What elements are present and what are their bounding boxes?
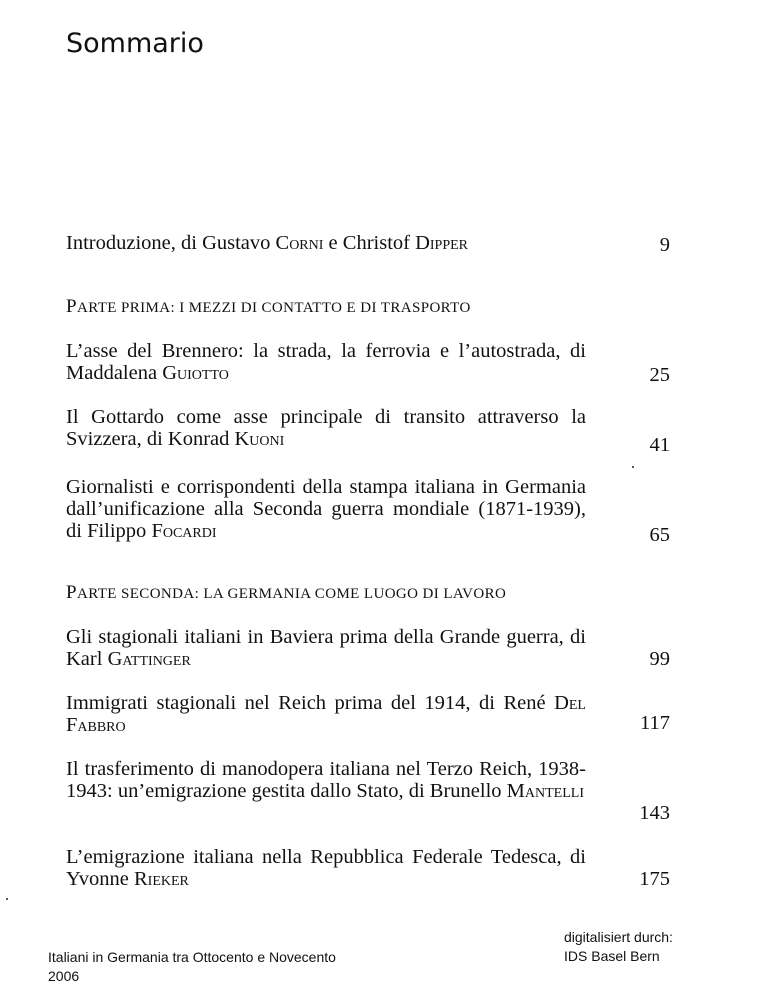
toc-entry[interactable]: Gli stagionali italiani in Baviera prima della Grande guerra, di Karl Gattinger — [66, 626, 586, 670]
page-number: 65 — [649, 524, 670, 546]
entry-text: Introduzione, di Gustavo — [66, 232, 276, 254]
page-number: 99 — [649, 648, 670, 670]
entry-author: Rieker — [133, 868, 189, 890]
entry-author: Dipper — [415, 232, 469, 254]
page-number: 143 — [639, 802, 670, 824]
page-number: 117 — [640, 712, 670, 734]
scan-speck — [6, 898, 8, 900]
entry-author: Mantelli — [506, 780, 584, 802]
page-number: 25 — [649, 364, 670, 386]
page-number: 175 — [639, 868, 670, 890]
section-heading-part-one: PARTE PRIMA: I MEZZI DI CONTATTO E DI TRASPORTO — [66, 296, 471, 317]
footer-digitized-by: digitalisiert durch: — [564, 929, 673, 945]
toc-entry-introduction[interactable] — [66, 232, 606, 254]
scan-speck — [632, 466, 634, 468]
toc-entry[interactable]: Il Gottardo come asse principale di transito attraverso la Svizzera, di Konrad Kuoni — [66, 406, 586, 450]
page-number: 41 — [649, 434, 670, 456]
section-heading-part-two: PARTE SECONDA: LA GERMANIA COME LUOGO DI LAVORO — [66, 582, 507, 603]
toc-entry[interactable]: Immigrati stagionali nel Reich prima del 1914, di René Del Fabbro — [66, 692, 586, 736]
toc-entry[interactable]: Il trasferimento di manodopera italiana nel Terzo Reich, 1938-1943: un’emigrazione gestita dallo Stato, di Brunello Mantelli — [66, 758, 586, 802]
entry-author: Gattinger — [107, 648, 191, 670]
entry-author: Guiotto — [162, 362, 229, 384]
footer-book-title: Italiani in Germania tra Ottocento e Novecento — [48, 949, 336, 965]
page-number: 9 — [659, 234, 670, 256]
entry-author: Corni — [275, 232, 324, 254]
footer-digitization-info — [564, 928, 673, 966]
page-title: Sommario — [66, 28, 204, 59]
entry-author: Kuoni — [234, 428, 285, 450]
entry-text: e Christof — [323, 232, 416, 254]
footer-book-info — [48, 948, 336, 986]
footer-library: IDS Basel Bern — [564, 948, 660, 964]
entry-author: Focardi — [151, 520, 217, 542]
footer-year: 2006 — [48, 968, 80, 984]
entry-author: Del Fabbro — [66, 692, 586, 736]
toc-entry[interactable]: L’emigrazione italiana nella Repubblica Federale Tedesca, di Yvonne Rieker — [66, 846, 586, 890]
toc-entry[interactable]: Giornalisti e corrispondenti della stampa italiana in Germania dall’unificazione alla Seconda guerra mondiale (1871-1939), di Filippo Focardi — [66, 476, 586, 542]
toc-entry[interactable]: L’asse del Brennero: la strada, la ferrovia e l’autostrada, di Maddalena Guiotto — [66, 340, 586, 384]
